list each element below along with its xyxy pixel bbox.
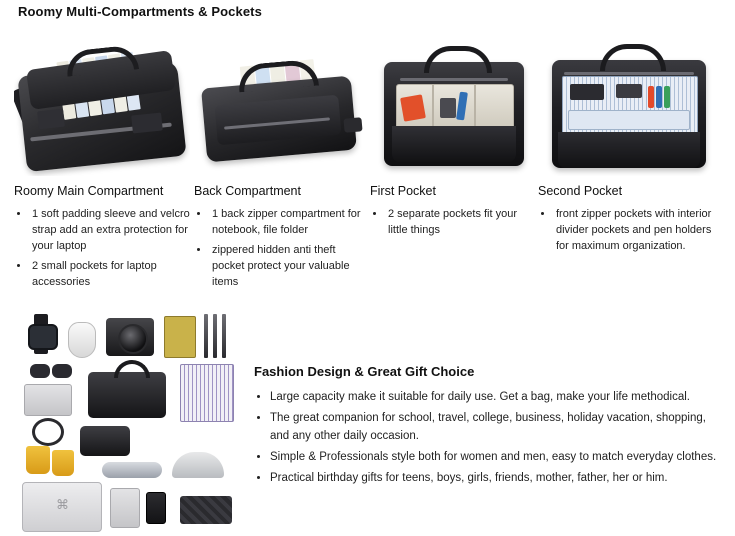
wallet-icon [180,496,232,524]
watch-face-icon [28,324,58,350]
list-item: • zippered hidden anti theft pocket protect your valuable items [210,243,366,291]
tablet-icon [110,488,140,528]
shirt-icon [180,364,234,422]
phone-icon [146,492,166,524]
list-item: • Simple & Professionals style both for women and men, easy to match everyday clothes. [270,449,720,466]
sunglasses-icon [30,364,50,378]
notebook-icon [164,316,196,358]
cup-icon [52,450,74,476]
feature-bullets [370,207,536,239]
briefcase-icon [88,372,166,418]
feature-caption: First Pocket [370,184,436,198]
cap-icon [172,452,224,478]
sunglasses-icon [52,364,72,378]
feature-columns [0,26,735,296]
pouch-icon [80,426,130,456]
second-pocket-photo [538,26,720,176]
feature-caption: Second Pocket [538,184,623,198]
cable-icon [32,418,64,446]
feature-column-back-compartment [194,26,366,295]
briefcase-handle-icon [114,360,150,378]
list-item: • The great companion for school, travel, college, business, holiday vacation, shopping, and any other daily occasion. [270,410,720,445]
tablet-icon [24,384,72,416]
fashion-section [0,300,735,536]
camera-lens-icon [118,324,148,354]
feature-bullets [14,207,190,291]
list-item: • 2 small pockets for laptop accessories [30,259,190,291]
accessories-collage-photo [14,306,244,532]
feature-column-first-pocket [370,26,536,243]
pen-icon [222,314,226,358]
feature-caption: Back Compartment [194,184,301,198]
list-item: • front zipper pockets with interior divider pockets and pen holders for maximum organization. [554,207,720,255]
fashion-text-block [254,364,720,491]
page-title: Roomy Multi-Compartments & Pockets [18,4,262,19]
list-item: • 1 soft padding sleeve and velcro strap add an extra protection for your laptop [30,207,190,255]
list-item: • Practical birthday gifts for teens, boys, girls, friends, mother, father, her or him. [270,470,720,487]
feature-bullets [194,207,366,291]
list-item: • Large capacity make it suitable for daily use. Get a bag, make your life methodical. [270,389,720,406]
pen-icon [213,314,217,358]
fashion-bullets [254,389,720,487]
feature-bullets [538,207,720,255]
list-item: • 1 back zipper compartment for notebook, file folder [210,207,366,239]
apple-logo-icon: ⌘ [56,497,69,512]
umbrella-icon [102,462,162,478]
fashion-title: Fashion Design & Great Gift Choice [254,364,475,379]
back-compartment-photo [194,26,366,176]
feature-column-roomy-main-compartment [14,26,190,295]
mouse-icon [68,322,96,358]
feature-caption: Roomy Main Compartment [14,184,164,198]
pen-icon [204,314,208,358]
list-item: • 2 separate pockets fit your little things [386,207,536,239]
feature-column-second-pocket [538,26,720,259]
first-pocket-photo [370,26,536,176]
roomy-main-compartment-photo [14,26,190,176]
cup-icon [26,446,50,474]
